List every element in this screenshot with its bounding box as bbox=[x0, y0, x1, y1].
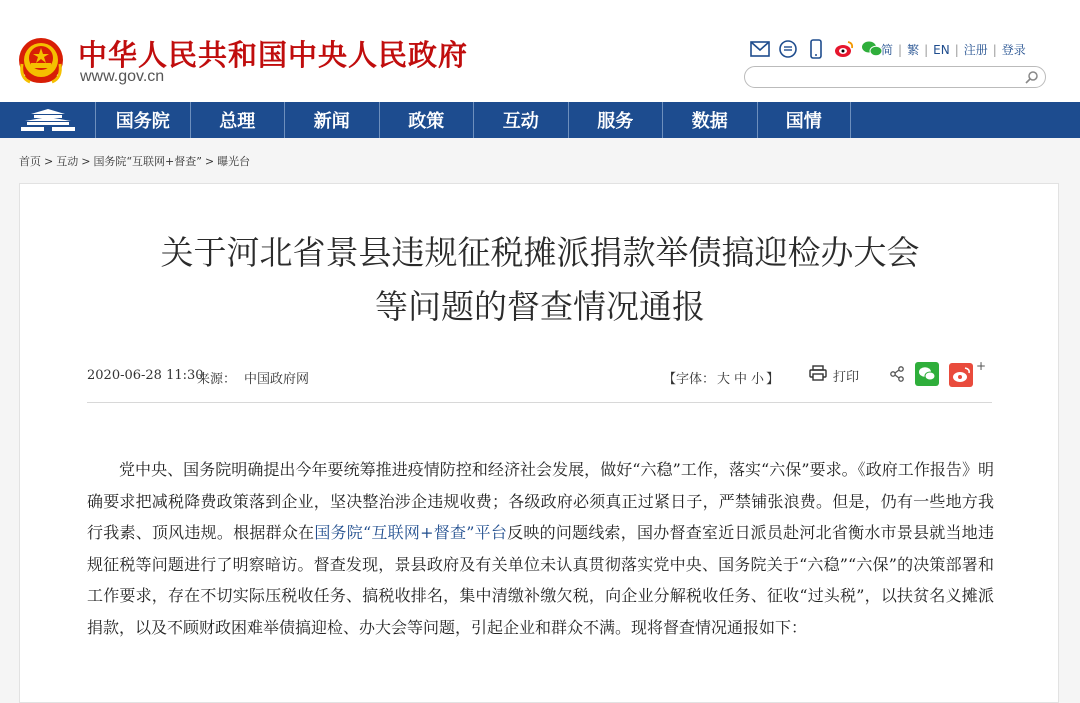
font-medium-link[interactable]: 中 bbox=[734, 372, 748, 387]
breadcrumb-supervision[interactable]: 国务院“互联网+督查” bbox=[93, 155, 202, 168]
login-link[interactable]: 登录 bbox=[1001, 43, 1026, 57]
nav-item-premier[interactable]: 总理 bbox=[190, 102, 285, 138]
breadcrumb-separator: > bbox=[44, 155, 54, 168]
nav-item-services[interactable]: 服务 bbox=[568, 102, 663, 138]
breadcrumb-exposure[interactable]: 曝光台 bbox=[217, 155, 251, 168]
search-box bbox=[744, 66, 1046, 88]
source-label: 来源： bbox=[197, 372, 237, 387]
article-title-line2: 等问题的督查情况通报 bbox=[375, 287, 705, 326]
supervision-platform-link[interactable]: 国务院“互联网+督查”平台 bbox=[314, 523, 508, 543]
breadcrumb-interaction[interactable]: 互动 bbox=[56, 155, 79, 168]
print-label: 打印 bbox=[833, 369, 860, 385]
wechat-icon[interactable] bbox=[862, 39, 882, 59]
font-large-link[interactable]: 大 bbox=[717, 372, 731, 387]
rss-icon[interactable] bbox=[778, 39, 798, 59]
font-small-link[interactable]: 小 bbox=[751, 372, 765, 387]
print-button[interactable] bbox=[809, 365, 859, 385]
search-icon[interactable] bbox=[1024, 70, 1039, 85]
meta-divider bbox=[87, 402, 992, 403]
search-input[interactable] bbox=[755, 69, 1015, 85]
weibo-share-icon[interactable] bbox=[949, 359, 987, 391]
nav-items bbox=[95, 102, 851, 138]
article-paragraph bbox=[87, 454, 994, 644]
divider: | bbox=[954, 42, 959, 57]
breadcrumb-separator: > bbox=[204, 155, 215, 168]
publish-date: 2020-06-28 11:30 bbox=[87, 368, 204, 383]
nav-item-policy[interactable]: 政策 bbox=[379, 102, 474, 138]
nav-item-data[interactable]: 数据 bbox=[662, 102, 757, 138]
article-title-line1: 关于河北省景县违规征税摊派捐款举债搞迎检办大会 bbox=[160, 233, 920, 272]
divider: | bbox=[898, 42, 903, 57]
lang-traditional-link[interactable]: 繁 bbox=[907, 43, 920, 57]
main-nav bbox=[0, 102, 1080, 138]
breadcrumb-separator: > bbox=[81, 155, 91, 168]
mobile-icon[interactable] bbox=[806, 39, 826, 59]
nav-item-state-council[interactable]: 国务院 bbox=[95, 102, 190, 138]
language-links bbox=[881, 41, 1026, 58]
font-size-control bbox=[663, 368, 779, 387]
register-link[interactable]: 注册 bbox=[963, 43, 988, 57]
mail-icon[interactable] bbox=[750, 39, 770, 59]
lang-simplified-link[interactable]: 简 bbox=[881, 43, 894, 57]
printer-icon bbox=[809, 365, 827, 385]
article-title bbox=[20, 226, 1060, 334]
toolbar-icons bbox=[750, 38, 882, 60]
font-size-label-close: 】 bbox=[766, 372, 780, 387]
divider: | bbox=[924, 42, 929, 57]
site-url[interactable]: www.gov.cn bbox=[80, 68, 165, 85]
site-title[interactable]: 中华人民共和国中央人民政府 bbox=[78, 38, 469, 72]
breadcrumb bbox=[19, 153, 250, 169]
svg-text:+: + bbox=[976, 359, 987, 373]
paragraph-text-2: 反映的问题线索，国办督查室近日派员赴河北省衡水市景县就当地违规征税等问题进行了明察暗访。督查发现，景县政府及有关单位未认真贯彻落实党中央、国务院关于“六稳”“六保”的决策部署和工作要求，存在不切实际压税收任务、搞税收排名，集中清缴补缴欠税，向企业分解税收任务、征收“过头税”，以扶贫名义摊派捐款，以及不顾财政困难举债搞迎检、办大会等问题，引起企业和群众不满。现将督查情况通报如下： bbox=[87, 523, 994, 637]
source-name: 中国政府网 bbox=[244, 372, 310, 387]
article-body bbox=[87, 454, 994, 644]
wechat-share-icon[interactable] bbox=[915, 362, 939, 390]
article-card bbox=[19, 183, 1059, 703]
breadcrumb-home[interactable]: 首页 bbox=[19, 155, 41, 168]
lang-english-link[interactable]: EN bbox=[933, 42, 950, 57]
national-emblem-icon[interactable] bbox=[16, 34, 66, 88]
weibo-icon[interactable] bbox=[834, 39, 854, 59]
nav-item-interaction[interactable]: 互动 bbox=[473, 102, 568, 138]
tiananmen-icon[interactable] bbox=[0, 102, 95, 138]
share-icon[interactable] bbox=[889, 366, 905, 386]
paragraph-text-1: 党中央、国务院明确提出今年要统筹推进疫情防控和经济社会发展，做好“六稳”工作，落实“六保”要求。《政府工作报告》明确要求把减税降费政策落到企业，坚决整治涉企违规收费；各级政府必须真正过紧日子，严禁铺张浪费。但是，仍有一些地方我行我素、顶风违规。根据群众在 bbox=[87, 460, 994, 543]
nav-item-news[interactable]: 新闻 bbox=[284, 102, 379, 138]
article-meta bbox=[87, 359, 992, 398]
divider: | bbox=[992, 42, 997, 57]
font-size-label-open: 【字体： bbox=[663, 372, 716, 387]
nav-item-national-info[interactable]: 国情 bbox=[757, 102, 852, 138]
share-bar bbox=[889, 359, 987, 391]
site-header bbox=[0, 0, 1080, 102]
